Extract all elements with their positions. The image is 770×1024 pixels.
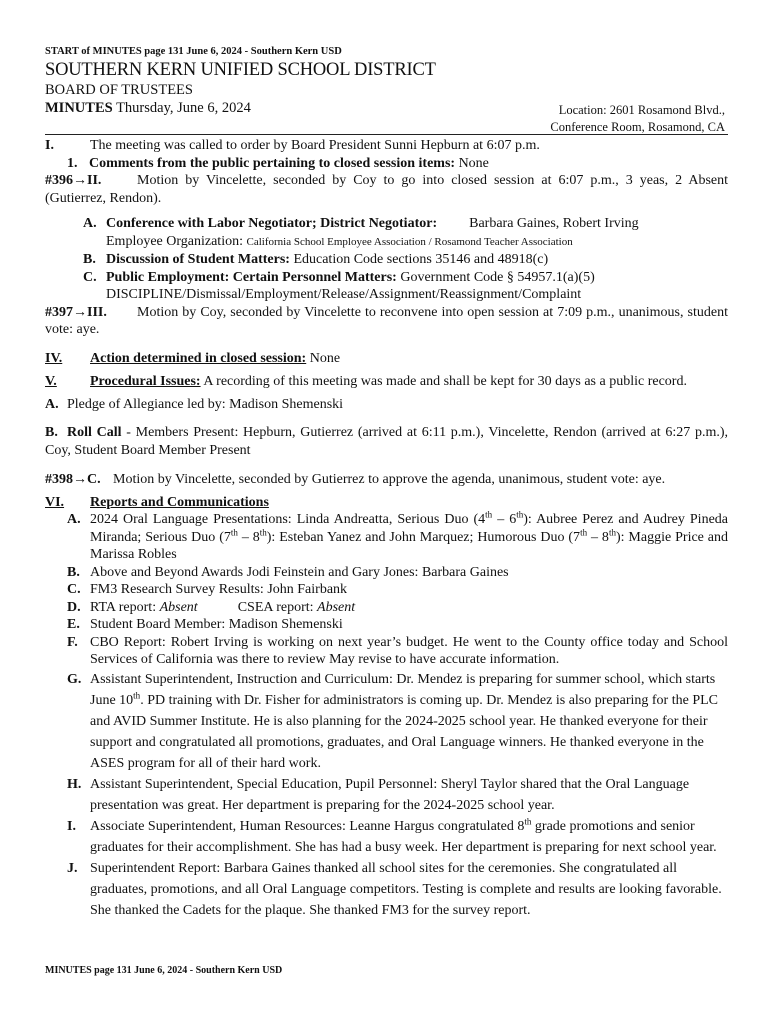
spacer bbox=[45, 459, 728, 471]
item-label: Conference with Labor Negotiator; District Negotiator: bbox=[106, 216, 438, 231]
text-part: grade promotions and senior graduates for their accomplishment. She has had a busy week. Her department is preparing for next school year. bbox=[90, 818, 717, 855]
report-text: Above and Beyond Awards Jodi Feinstein and Gary Jones: Barbara Gaines bbox=[90, 564, 509, 580]
superscript: th bbox=[230, 526, 238, 537]
text-part: ): Aubree Perez and Audrey Pineda Miranda; Serious Duo (7 bbox=[90, 512, 728, 545]
report-c bbox=[67, 581, 728, 599]
closed-session-item-b bbox=[83, 251, 728, 269]
minutes-body bbox=[45, 137, 728, 921]
item-key: F. bbox=[67, 634, 78, 650]
motion-text: Motion by Vincelette, seconded by Coy to go into closed session at 6:07 p.m., 3 yeas, 2 Absent (Gutierrez, Rendon). bbox=[45, 173, 728, 206]
report-b bbox=[67, 564, 728, 582]
report-text: FM3 Research Survey Results: John Fairbank bbox=[90, 582, 348, 597]
report-e bbox=[67, 616, 728, 634]
item-detail: DISCIPLINE/Dismissal/Employment/Release/Assignment/Reassignment/Complaint bbox=[106, 287, 582, 302]
spacer bbox=[45, 207, 728, 215]
district-name: SOUTHERN KERN UNIFIED SCHOOL DISTRICT bbox=[45, 60, 436, 80]
board-title: BOARD OF TRUSTEES bbox=[45, 82, 193, 98]
item-key: H. bbox=[67, 776, 82, 792]
section-value: None bbox=[309, 350, 341, 366]
section-i-item-1 bbox=[67, 155, 728, 173]
text-part: 2024 Oral Language Presentations: Linda Andreatta, Serious Duo (4 bbox=[90, 512, 486, 527]
item-key: C. bbox=[83, 269, 97, 285]
item-text: - Members Present: Hepburn, Gutierrez (arrived at 6:11 p.m.), Vincelette, Rendon (arrived at 6:27 p.m.), Coy, Student Board Member Present bbox=[45, 425, 729, 458]
closed-session-item-a bbox=[83, 215, 728, 251]
rta-value: Absent bbox=[159, 599, 198, 615]
text-part: Associate Superintendent, Human Resources: Leanne Hargus congratulated 8 bbox=[90, 818, 525, 834]
section-text: The meeting was called to order by Board President Sunni Hepburn at 6:07 p.m. bbox=[90, 138, 540, 153]
motion-text: Motion by Vincelette, seconded by Gutierrez to approve the agenda, unanimous, student vote: aye. bbox=[113, 472, 666, 487]
report-text bbox=[90, 816, 728, 858]
section-number: VI. bbox=[45, 494, 65, 510]
superscript: th bbox=[259, 526, 267, 537]
item-key: J. bbox=[67, 860, 78, 876]
item-key: E. bbox=[67, 617, 80, 632]
section-i bbox=[45, 137, 728, 155]
item-key: B. bbox=[45, 425, 58, 440]
item-value: Government Code § 54957.1(a)(5) bbox=[400, 269, 595, 285]
section-label: Action determined in closed session: bbox=[90, 350, 307, 366]
report-text: Student Board Member: Madison Shemenski bbox=[90, 617, 343, 632]
page-header-top-line: START of MINUTES page 131 June 6, 2024 - Southern Kern USD bbox=[45, 46, 342, 57]
superscript: th bbox=[133, 689, 141, 700]
item-key: I. bbox=[67, 818, 76, 834]
section-label: Reports and Communications bbox=[90, 494, 269, 510]
superscript: th bbox=[608, 526, 616, 537]
report-text: Superintendent Report: Barbara Gaines thanked all school sites for the ceremonies. She congratulated all graduates, promotions, and all Oral Language competitors. Testing is complete and results are looking favorable. She thanked the Cadets for the plaque. She thanked FM3 for the survey report. bbox=[90, 860, 722, 918]
text-part: . PD training with Dr. Fisher for administrators is coming up. Dr. Mendez is also preparing for the PLC and AVID Summer Institute. He is also planning for the 2024-2025 school year. He thanked everyone for their support and congratulated all promotions, graduates, and Oral Language winners. He thanked everyone in the ASES program for all of their hard work. bbox=[90, 692, 718, 771]
section-number: I. bbox=[45, 138, 54, 153]
item-key: A. bbox=[67, 512, 81, 527]
item-value: Education Code sections 35146 and 48918(c) bbox=[293, 252, 549, 267]
item-key: G. bbox=[67, 671, 82, 687]
section-number: V. bbox=[45, 374, 57, 389]
section-label: Procedural Issues: bbox=[90, 374, 201, 389]
item-key: B. bbox=[83, 252, 96, 267]
item-text: Pledge of Allegiance led by: Madison Shemenski bbox=[67, 396, 344, 412]
rta-label: RTA report: bbox=[90, 599, 157, 615]
meeting-location bbox=[550, 102, 725, 136]
section-iv bbox=[45, 350, 728, 368]
motion-number: #398→C. bbox=[45, 472, 101, 487]
spacer bbox=[45, 413, 728, 424]
report-text: Assistant Superintendent, Special Education, Pupil Personnel: Sheryl Taylor shared that the Oral Language presentation was great. Her department is preparing for the 2024-2025 school year. bbox=[90, 776, 690, 813]
spacer bbox=[45, 339, 728, 350]
item-value: None bbox=[458, 155, 489, 171]
superscript: th bbox=[516, 509, 524, 520]
org-label: Employee Organization: bbox=[106, 233, 243, 249]
superscript: th bbox=[485, 509, 493, 520]
report-d bbox=[67, 599, 728, 617]
csea-label: CSEA report: bbox=[237, 599, 314, 615]
item-label: Roll Call bbox=[67, 425, 122, 440]
minutes-title bbox=[45, 100, 251, 117]
minutes-date: Thursday, June 6, 2024 bbox=[116, 100, 251, 116]
motion-number: #397→III. bbox=[45, 304, 107, 320]
motion-396 bbox=[45, 172, 728, 207]
page-footer: MINUTES page 131 June 6, 2024 - Southern Kern USD bbox=[45, 965, 283, 976]
section-v-item-a bbox=[45, 396, 728, 414]
section-v bbox=[45, 373, 728, 391]
report-text bbox=[90, 669, 728, 774]
motion-text: Motion by Coy, seconded by Vincelette to reconvene into open session at 7:09 p.m., unanimous, student vote: aye. bbox=[45, 304, 728, 337]
text-part: – 6 bbox=[492, 512, 517, 527]
item-label: Public Employment: Certain Personnel Matters: bbox=[106, 269, 397, 285]
org-value: California School Employee Association / Rosamond Teacher Association bbox=[246, 235, 573, 248]
item-key: A. bbox=[83, 216, 97, 231]
motion-number: #396→II. bbox=[45, 173, 102, 188]
motion-397 bbox=[45, 304, 728, 339]
csea-value: Absent bbox=[317, 599, 356, 615]
item-key: C. bbox=[67, 582, 81, 597]
motion-398 bbox=[45, 471, 728, 489]
item-value: Barbara Gaines, Robert Irving bbox=[469, 216, 639, 231]
item-label: Comments from the public pertaining to closed session items: bbox=[89, 155, 456, 171]
minutes-label: MINUTES bbox=[45, 100, 113, 116]
text-part: – 8 bbox=[237, 529, 260, 545]
report-h bbox=[67, 774, 728, 816]
report-g bbox=[67, 669, 728, 774]
report-f bbox=[67, 634, 728, 669]
location-line-1: Location: 2601 Rosamond Blvd., bbox=[558, 103, 725, 117]
text-part: ): Maggie Price and Marissa Robles bbox=[90, 529, 729, 562]
report-a bbox=[67, 511, 728, 564]
report-text bbox=[90, 511, 728, 564]
closed-session-item-c bbox=[83, 269, 728, 304]
item-number: 1. bbox=[67, 155, 78, 171]
report-j bbox=[67, 858, 728, 921]
superscript: th bbox=[524, 815, 532, 826]
text-part: Assistant Superintendent, Instruction and Curriculum: Dr. Mendez is preparing for summer school, which starts June 10 bbox=[90, 671, 716, 708]
section-text: A recording of this meeting was made and shall be kept for 30 days as a public record. bbox=[203, 374, 687, 389]
superscript: th bbox=[580, 526, 588, 537]
report-i bbox=[67, 816, 728, 858]
item-key: B. bbox=[67, 564, 80, 580]
item-key: A. bbox=[45, 396, 59, 412]
section-v-item-b bbox=[45, 424, 728, 459]
text-part: ): Esteban Yanez and John Marquez; Humorous Duo (7 bbox=[266, 529, 581, 545]
item-key: D. bbox=[67, 599, 81, 615]
report-text: CBO Report: Robert Irving is working on next year’s budget. He went to the County office today and School Services of California was there to review May revise to have accurate information. bbox=[90, 634, 728, 667]
item-label: Discussion of Student Matters: bbox=[106, 252, 290, 267]
header-divider bbox=[45, 134, 728, 135]
text-part: – 8 bbox=[587, 529, 609, 545]
location-line-2: Conference Room, Rosamond, CA bbox=[550, 120, 725, 134]
section-vi bbox=[45, 494, 728, 512]
section-number: IV. bbox=[45, 350, 63, 366]
